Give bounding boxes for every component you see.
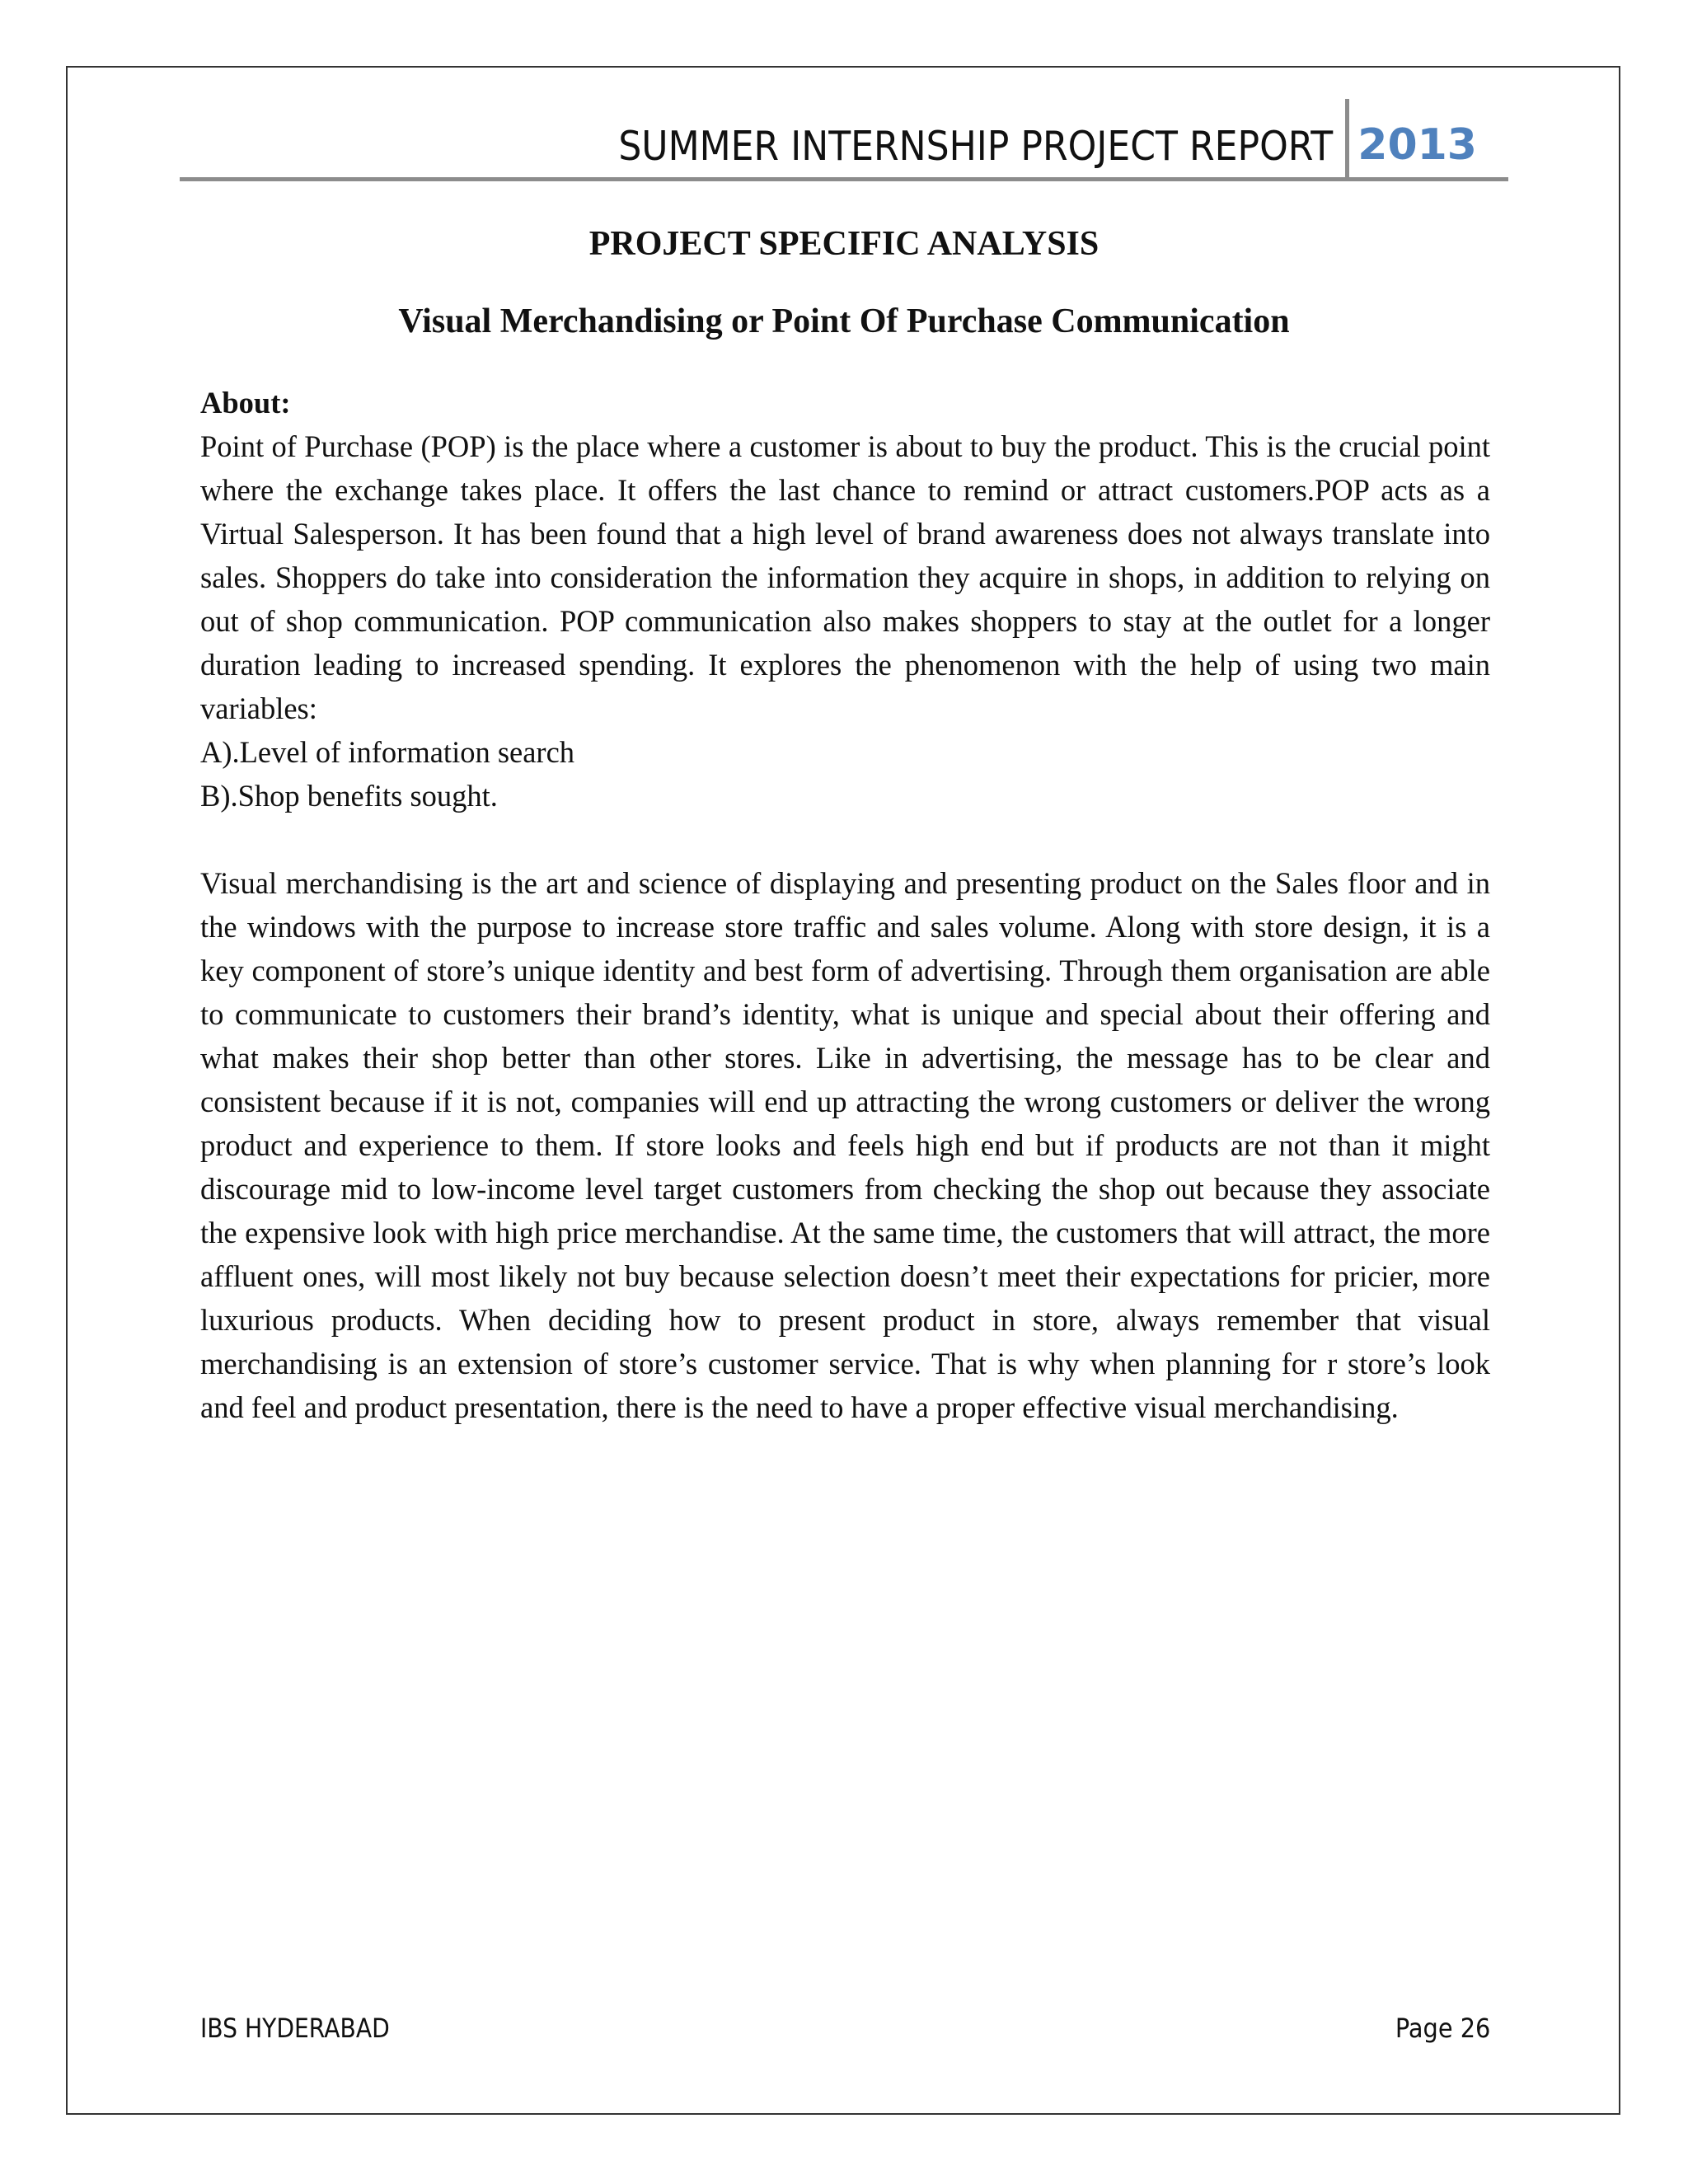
header-title: SUMMER INTERNSHIP PROJECT REPORT [618,123,1333,170]
section-title: PROJECT SPECIFIC ANALYSIS [588,225,1100,263]
body-paragraph: Visual merchandising is the art and science of displaying and presenting product on the Sales floor and in the windows with the purpose to increase store traffic and sales volume. Along with store design, it is a key component of store’s unique identity and best form of advertising. Through them organisation are able to communicate to customers their brand’s identity, what is unique and special about their offering and what makes their shop better than other stores. Like in advertising, the message has to be clear and consistent because if it is not, companies will end up attracting the wrong customers or deliver the wrong product and experience to them. If store looks and feels high end but if products are not than it might discourage mid to low-income level target customers from checking the shop out because they associate the expensive look with high price merchandise. At the same time, the customers that will attract, the more affluent ones, will most likely not buy because selection doesn’t meet their expectations for pricier, more luxurious products. When deciding how to present product in store, always remember that visual merchandising is an extension of store’s customer service. That is why when planning for r store’s look and feel and product presentation, there is the need to have a proper effective visual merchandising. [200,866,1490,1424]
list-item: B).Shop benefits sought. [200,779,498,813]
paragraph-gap [200,818,1490,861]
header-divider [1345,99,1349,181]
about-paragraph: Point of Purchase (POP) is the place where a customer is about to buy the product. This is the crucial point where the exchange takes place. It offers the last chance to remind or attract customers.POP acts as a Virtual Salesperson. It has been found that a high level of brand awareness does not always translate into sales. Shoppers do take into consideration the information they acquire in shops, in addition to relying on out of shop communication. POP communication also makes shoppers to stay at the outlet for a longer duration leading to increased spending. It explores the phenomenon with the help of using two main variables: [200,429,1490,725]
about-label: About: [200,386,291,419]
footer-institution: IBS HYDERABAD [200,2013,390,2044]
main-content [200,381,1490,1429]
header-rule [180,177,1508,181]
section-subtitle: Visual Merchandising or Point Of Purchase Communication [398,302,1290,340]
page-header [180,99,1508,181]
header-year: 2013 [1357,120,1477,170]
list-item: A).Level of information search [200,735,575,769]
footer-page-number: Page 26 [1395,2013,1490,2044]
